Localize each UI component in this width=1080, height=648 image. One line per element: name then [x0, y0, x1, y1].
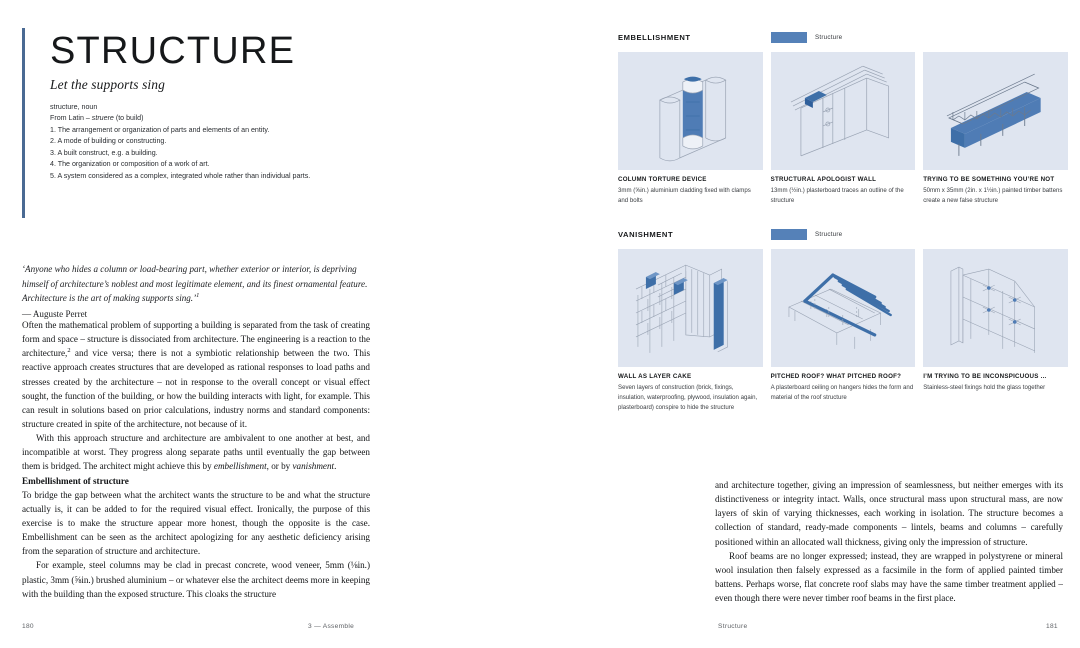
- definition-etymology: [50, 113, 362, 124]
- caption-body: 50mm x 35mm (2in. x 1½in.) painted timber battens create a new false structure: [923, 187, 1063, 205]
- page-title: STRUCTURE: [50, 30, 296, 72]
- quote-footnote-marker: 1: [196, 292, 200, 300]
- figure-caption: [771, 176, 916, 206]
- etymology-latin: struere: [91, 114, 114, 123]
- false-batten-structure-axonometric-icon: [923, 52, 1068, 170]
- legend: [771, 32, 842, 43]
- etymology-prefix: From Latin –: [50, 114, 92, 123]
- figure-caption: [923, 373, 1068, 393]
- figure: [618, 52, 763, 206]
- figure: [771, 249, 916, 413]
- caption-title: PITCHED ROOF? WHAT PITCHED ROOF?: [770, 373, 902, 380]
- quote-text: ‘Anyone who hides a column or load-bearing part, whether exterior or interior, is depriving himself of architecture’s noblest and most legitimate element, and its finest ornamental feature. Architecture is the art of making supports sing.’: [22, 264, 368, 304]
- right-page-number: 181: [1046, 623, 1058, 630]
- body-paragraph: [22, 318, 370, 431]
- definition-sense: 5. A system considered as a complex, integrated whole rather than individual parts.: [50, 171, 311, 180]
- left-running-head: 3 — Assemble: [308, 623, 355, 630]
- legend-label-structure: Structure: [815, 33, 843, 41]
- paragraph-text: With this approach structure and architecture are ambivalent to one another at best, and incompatible at worst. They progress along separate paths until eventually the gap between them is bridged. The architect might achieve this by: [22, 433, 370, 472]
- left-body-column: [22, 318, 370, 601]
- body-paragraph: Roof beams are no longer expressed; instead, they are wrapped in polystyrene or mineral wool insulation then falsely expressed as a facsimile in the form of applied painted timber battens. Perhaps worse, flat concrete roof slabs may have the same timber treatment applied – even though there were never timber roof beams in the first place.: [715, 550, 1063, 604]
- caption-title: STRUCTURAL APOLOGIST WALL: [770, 176, 877, 183]
- body-footnote-marker: 2: [67, 347, 71, 355]
- figure: [923, 52, 1068, 206]
- section-title: VANISHMENT: [618, 229, 674, 239]
- section-header: [618, 227, 1068, 241]
- title-block: [22, 28, 362, 182]
- chapter-subtitle: Let the supports sing: [50, 77, 165, 92]
- legend-swatch-structure: [771, 32, 807, 43]
- pull-quote: [22, 262, 370, 322]
- section-vanishment: [618, 227, 1068, 413]
- definition-headword: structure, noun: [50, 103, 98, 111]
- apologist-wall-axonometric-icon: [771, 52, 916, 170]
- caption-title: I’M TRYING TO BE INCONSPICUOUS ...: [923, 373, 1047, 380]
- body-paragraph: and architecture together, giving an impression of seamlessness, but neither emerges with its distinctiveness or integrity intact. Walls, once structural mass upon structural mass, are now layers of skin of varying thicknesses, each working in isolation. The structure becomes a collection of standard, ready-made components – lintels, beams and columns – carefully positioned within an allocated wall thickness, giving only the impression of structure.: [715, 480, 1063, 547]
- legend: [771, 229, 842, 240]
- figure-row: [618, 52, 1068, 206]
- caption-body: Stainless-steel fixings hold the glass together: [923, 384, 1046, 392]
- definition-sense: 1. The arrangement or organization of parts and elements of an entity.: [50, 125, 270, 134]
- emphasis-vanishment: vanishment: [292, 461, 335, 472]
- figure: [923, 249, 1068, 413]
- right-running-head: Structure: [718, 623, 748, 630]
- definition-sense-list: [50, 125, 362, 182]
- legend-label-structure: Structure: [815, 230, 843, 238]
- quote-attribution: — Auguste Perret: [22, 309, 88, 320]
- etymology-suffix: (to build): [113, 114, 144, 123]
- section-heading: Embellishment of structure: [22, 475, 129, 486]
- layered-wall-axonometric-icon: [618, 249, 763, 367]
- paragraph-text-cont: and vice versa; there is not a symbiotic relationship between the two. This reactive approach creates structures that are developed as rational responses to load paths and stresses created by the architecture – not in response to the overall concept or visual effect sought, the function of the building, or how the building interacts with light, for example. This can result in solutions based on prior calculations, industry norms and standard components: structure created in spite of the architecture, not because of it.: [22, 348, 370, 430]
- glass-fixings-axonometric-icon: [923, 249, 1068, 367]
- clad-column-axonometric-icon: [618, 52, 763, 170]
- figure: [771, 52, 916, 206]
- figure-caption: [771, 373, 916, 403]
- figure-caption: [618, 373, 763, 413]
- caption-title: COLUMN TORTURE DEVICE: [618, 176, 707, 183]
- section-header: [618, 30, 1068, 44]
- caption-title: TRYING TO BE SOMETHING YOU’RE NOT: [923, 176, 1055, 183]
- section-title: EMBELLISHMENT: [618, 32, 691, 42]
- body-paragraph: To bridge the gap between what the architect wants the structure to be and what the structure actually is, it can be added to for the required visual effect. Ironically, the purpose of this exercise is to make the structure appear more honest, though the opposite is the case. Embellishment can be seen as the architect apologizing for any aesthetic deficiency arising from the separation of structure and architecture.: [22, 489, 370, 557]
- paragraph-text: .: [334, 461, 337, 472]
- caption-body: 13mm (½in.) plasterboard traces an outline of the structure: [770, 187, 904, 205]
- dictionary-definition: [50, 102, 362, 182]
- emphasis-embellishment: embellishment: [213, 461, 267, 472]
- section-embellishment: [618, 30, 1068, 206]
- legend-swatch-structure: [771, 229, 807, 240]
- caption-title: WALL AS LAYER CAKE: [618, 373, 692, 380]
- figure-caption: [618, 176, 763, 206]
- caption-body: A plasterboard ceiling on hangers hides the form and material of the roof structure: [770, 384, 914, 402]
- figure-caption: [923, 176, 1068, 206]
- figure-row: [618, 249, 1068, 413]
- definition-sense: 4. The organization or composition of a work of art.: [50, 160, 210, 169]
- definition-sense: 2. A mode of building or constructing.: [50, 137, 167, 146]
- paragraph-text: , or by: [266, 461, 293, 472]
- figure: [618, 249, 763, 413]
- definition-sense: 3. A built construct, e.g. a building.: [50, 148, 158, 157]
- pitched-roof-axonometric-icon: [771, 249, 916, 367]
- paragraph-text: Often the mathematical problem of supporting a building is separated from the task of creating form and space – structure is dissociated from architecture. The engineering is a reaction to the architecture,: [22, 320, 370, 359]
- caption-body: 3mm (⅝in.) aluminium cladding fixed with clamps and bolts: [618, 187, 751, 205]
- body-paragraph: [22, 431, 370, 473]
- right-body-column: [715, 478, 1063, 605]
- body-paragraph: For example, steel columns may be clad in precast concrete, wood veneer, 5mm (⅛in.) plastic, 3mm (⅝in.) brushed aluminium – or whatever else the architect deems more in keeping with the building than the exposed structure. This cloaks the structure: [22, 560, 370, 599]
- caption-body: Seven layers of construction (brick, fixings, insulation, waterproofing, plywood, insulation again, plasterboard) conspire to hide the structure: [618, 384, 758, 412]
- left-page-number: 180: [22, 623, 34, 630]
